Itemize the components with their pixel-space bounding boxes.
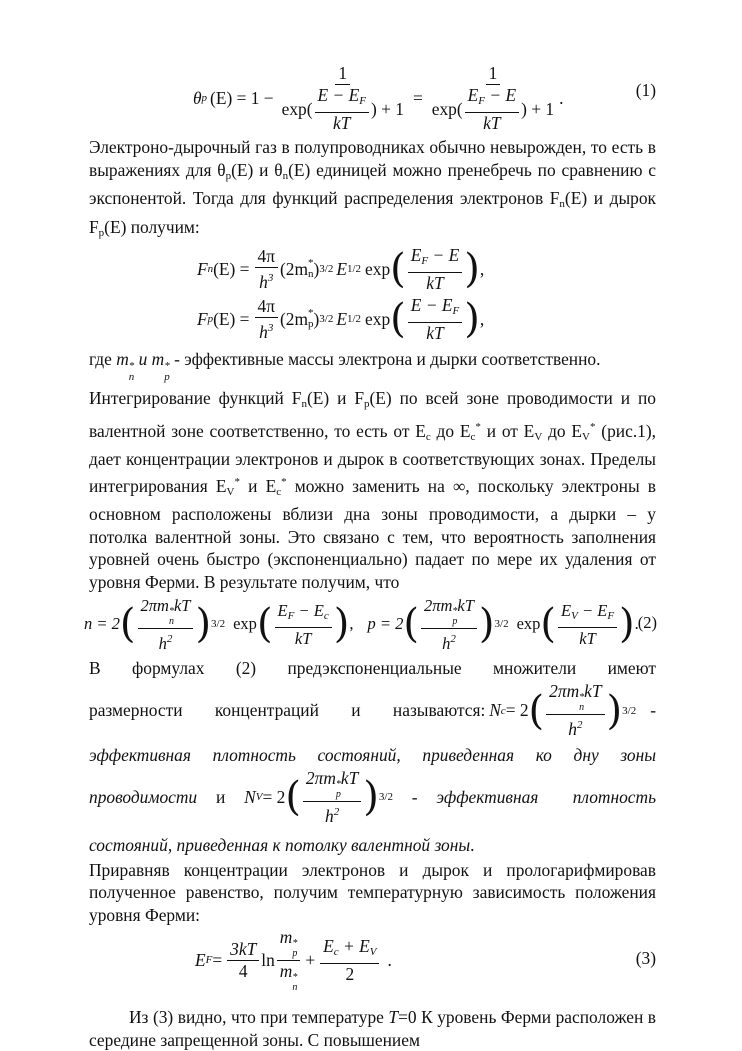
eq2-n-den-sup: 2 [166,632,173,645]
fp-coef-den: h [259,321,268,342]
p3-t5: и от E [480,420,535,441]
p4-l4b: и [215,786,226,807]
p4-l5: состояний, приведенная к потолку валентной зоны [89,835,471,855]
fn-paren-right: ) [464,246,480,292]
fp-mass-close: ) [313,308,320,329]
eq2-p-num-sub: p [452,615,458,627]
p4-nv-pow: 3/2 [378,791,393,803]
p3-u7: * [234,475,240,488]
p4-nv-num-rest: kT [340,767,359,788]
eq2-p-den: h [442,633,451,653]
p1-s1: p [225,169,232,182]
fp-inner-num: E − E [410,294,453,315]
p4-l4d: эффективная плотность [436,786,656,807]
p4-nv-den-sup: 2 [333,805,340,818]
p3-s4: c [470,430,476,443]
eq2-n-pow: 3/2 [211,618,226,630]
eq2-p-inner-den: kT [579,628,596,648]
eq1-f2-inner-rest: − E [485,84,517,105]
eq3-m-den-sub: n [292,981,298,993]
p4-nv-num: 2πm [305,767,336,788]
p4-nv-sub: V [255,791,263,803]
fp-inner-sub: F [452,304,460,317]
p4-l2b: - [650,700,656,720]
eq1-theta-sub: p [201,92,208,104]
eq2-n-paren-right: ) [195,601,212,647]
eq2-p-frac [421,596,477,653]
eq3-number: (3) [635,948,656,968]
p4-nc-paren-left: ( [528,687,545,734]
eq3-m-num: m [279,926,293,947]
p3-s1: n [301,398,307,410]
p4-nc-sub: c [500,704,506,717]
document-page [84,62,657,1051]
p3-u6: * [590,420,596,433]
fp-mass: (2m [279,308,308,329]
eq3-coef-den: 4 [238,960,248,981]
p3-u4: * [475,420,481,433]
p4-l5-end: . [470,835,475,855]
eq1-f1-suffix: ) + 1 [370,98,404,119]
para4-line5 [89,834,656,857]
p1-t4: (E) и дырок F [89,188,656,237]
p3-s7: V [226,485,235,498]
eq3-s-num-sub2: V [369,945,377,958]
fn-mass-close: ) [313,258,320,279]
eq1-f1-exp: exp( [281,98,313,119]
paragraph-3 [89,387,656,593]
p4-nv-num-sup: * [335,778,341,790]
eq2-p-inner-num: E [561,600,572,620]
eq1-end: . [559,87,564,108]
fp-mass-sup: * [308,307,314,319]
p1-s4: p [98,226,105,239]
p1-t1: Электроно-дырочный газ в полупроводниках обычно невырожден, то есть в выражениях для θ [89,137,656,180]
eq2-n-inner-sub: F [287,609,295,622]
fp-coef-den-sup: 3 [267,321,274,334]
p2-t1: где [89,349,112,369]
fn-coef-den-sup: 3 [267,271,274,284]
para4-line4 [89,766,656,828]
eq1-fraction-2 [429,64,557,133]
eq1-f2-inner-den: kT [483,112,501,133]
fp-paren-right: ) [464,296,480,342]
eq2-p-exp: exp [516,614,541,633]
p4-nc-den-sup: 2 [576,719,583,731]
eq3-m-den: m [279,960,293,981]
p4-nv-paren-left: ( [285,774,301,820]
p3-t2: (E) и F [306,388,364,408]
p4-nv-den: h [325,805,334,826]
p4-nc-eq: = 2 [505,700,529,720]
eq2-p-inner-rest: − E [577,600,608,620]
eq3-coef-num: 3kT [227,940,259,961]
eq1-f1-inner-num: E − E [317,84,360,105]
eq3-sum-frac [320,937,379,984]
p3-t4: до E [430,420,471,441]
eq2-end: . [634,614,639,633]
p3-s2: p [364,398,370,410]
fn-mass: (2m [279,258,308,279]
para4-line3 [89,744,656,767]
fp-paren-left: ( [390,296,406,342]
eq1-f2-inner-sub: F [478,94,486,107]
p3-t8: и E [240,475,277,496]
eq2-sep: , [349,614,354,633]
paragraph-6 [89,1006,656,1051]
eq1-f2-inner-num: E [467,84,479,105]
p1-t3: (E) единицей можно пренебречь по сравнению с экспонентой. Тогда для функций распределения электронов F [89,159,656,208]
eq1-f2-inner [465,86,519,133]
equation-1 [89,62,656,133]
eq2-n-inner-num: E [277,600,288,620]
eq1-f2-den [429,85,557,133]
fp-e: E [336,308,347,329]
p4-nc-num-sup: * [579,692,585,703]
fn-lhs-sub: n [207,263,214,275]
p4-nv: N [244,786,256,807]
p1-s2: n [282,169,289,182]
eq2-p-exp-right: ) [619,601,635,647]
p4-nc-num-rest: kT [584,681,602,701]
fp-e-pow: 1/2 [346,313,362,325]
paragraph-2 [89,348,656,383]
p3-s5: V [534,430,543,443]
p2-conj: и [134,349,152,369]
eq1-number: (1) [635,80,656,100]
eq2-p: p = 2 [367,614,404,633]
eq2-n-num: 2πm [140,595,169,615]
p4-nv-frac [303,769,361,826]
eq1-f1-den [279,85,407,133]
p1-s3: n [559,198,565,210]
fn-inner-den: kT [426,272,444,293]
eq3-m-num-sub: p [292,947,298,959]
eq2-p-num-rest: kT [457,595,474,615]
p2-m1: m [116,349,129,369]
eq1-f1-inner-sub: F [359,94,366,107]
fn-lhs: F [197,258,208,279]
fn-coef [255,247,278,292]
fp-exp: exp [365,308,391,329]
fn-mass-sup: * [308,257,314,269]
p4-l3: эффективная плотность состояний, приведенная ко дну зоны [89,744,656,765]
eq2-n-num-sub: n [168,615,174,627]
eq1-fraction-1 [279,64,407,133]
p2-m1-sub: n [128,371,135,383]
fn-inner-num: E [410,244,422,265]
eq2-p-paren-right: ) [478,601,495,647]
fp-lhs-arg: (E) = [213,308,250,329]
p4-l4a: проводимости [89,786,198,807]
eq3-s-num-mid: + E [338,935,370,956]
p3-t1: Интегрирование функций F [89,388,302,408]
p4-nv-num-sub: p [335,788,341,800]
eq2-p-num-sup: * [452,605,458,617]
p1-t5: (E) получим: [104,216,200,237]
fn-exp: exp [365,258,391,279]
fp-inner-den: kT [426,322,444,343]
eq1-f2-exp: exp( [431,98,463,119]
eq3-plus: + [305,949,316,970]
p6-tvar: T [388,1007,399,1027]
eq3-m-num-sup: * [292,937,298,949]
p4-nc-num-sub: n [579,702,585,713]
eq3-s-num-sub: c [333,945,339,958]
eq2-n-num-sup: * [168,605,174,617]
eq2-p-num: 2πm [423,595,453,615]
eq1-lhs-arg: (E) = 1 − [210,87,274,108]
p3-s6: V [582,430,590,443]
p4-nv-formula [244,769,393,826]
eq2-p-inner-sub2: F [607,609,615,622]
p2-m2: m [151,349,165,369]
eq3-ln: ln [261,949,275,970]
p4-l2a: размерности концентраций и называются: [89,700,486,720]
equation-fp [89,294,656,344]
p2-m1-sup: * [128,360,135,372]
fn-inner-sub: F [421,254,429,267]
para4-line1 [89,657,656,680]
eq2-n-exp: exp [233,614,257,633]
fn-coef-den: h [259,271,268,292]
eq2-p-paren-left: ( [403,601,419,647]
eq2-p-pow: 3/2 [494,618,509,630]
fn-e: E [336,258,347,279]
p3-u8: * [281,475,287,488]
p1-t2: (E) и θ [231,159,283,180]
eq2-p-den-sup: 2 [450,632,456,645]
p4-nv-paren-right: ) [363,774,379,820]
fp-end: , [479,308,485,329]
p6-t1: Из (3) видно, что при температуре [129,1007,389,1027]
fn-end: , [479,258,485,279]
p4-nc-num: 2πm [549,681,580,701]
eq2-n-inner [275,601,332,648]
fp-lhs-sub: p [207,313,214,325]
eq2-n-den: h [158,633,167,653]
p4-l1: В формулах (2) предэкспоненциальные множители имеют [89,658,656,678]
fn-e-pow: 1/2 [346,263,362,275]
eq1-equals: = [412,87,423,108]
fp-inner [408,296,462,343]
p3-t9: можно заменить на ∞, поскольку электроны в основном расположены вблизи дна зоны проводимости, а дырки – у потолка валентной зоны. Это связано с тем, что вероятность заполнения уровней очень быстро (экспоненциально) падает по мере их удаления от уровня Ферми. В результате получим, что [89,475,656,592]
equation-fn [89,244,656,294]
equation-3 [89,926,656,994]
eq3-lhs: E [195,949,206,970]
fn-mass-pow: 3/2 [319,263,334,275]
eq2-n-num-rest: kT [173,595,191,615]
eq3-eq: = [212,949,223,970]
fn-inner-rest: − E [428,244,460,265]
eq2-n: n = 2 [84,614,120,633]
eq1-f1-inner [315,86,369,133]
eq2-n-inner-den: kT [294,628,312,648]
p4-l4c: - [411,786,418,807]
p2-m2-sup: * [164,360,170,372]
p4-nc-frac [546,682,604,739]
p4-nv-eq: = 2 [262,786,286,807]
p3-t7: (рис.1), дает концентрации электронов и дырок в соответствующих зонах. Пределы интегрирования E [89,420,656,496]
eq3-s-num: E [323,935,334,956]
fn-inner [408,246,462,293]
eq2-p-inner-sub: V [571,609,578,622]
p2-t2: - эффективные массы электрона и дырки соответственно. [169,349,601,369]
eq3-lhs-sub: F [205,954,213,966]
eq1-theta: θ [193,87,202,108]
paragraph-5 [89,859,656,927]
eq2-n-paren-left: ( [119,601,136,647]
p6-t2: =0 К уровень Ферми расположен в середине запрещенной зоны. С повышением [89,1007,656,1050]
p3-t3: (E) по всей зоне проводимости и по валентной зоне соответственно, то есть от E [89,388,656,441]
p3-t6: до E [542,420,583,441]
eq2-p-exp-left: ( [540,601,557,647]
eq1-f2-suffix: ) + 1 [521,98,555,119]
p3-s3: c [425,430,431,443]
fn-mass-sub: n [308,268,314,280]
fp-mass-sub: p [308,318,314,330]
fp-lhs: F [197,308,208,329]
fp-coef-num: 4π [255,297,278,318]
p5-text: Приравняв концентрации электронов и дырок и прологарифмировав полученное равенство, получим температурную зависимость положения уровня Ферми: [89,859,656,925]
fp-coef [255,297,278,342]
eq2-n-frac [138,596,194,653]
eq3-end: . [387,949,392,970]
para4-line2 [89,680,656,742]
p3-s8: c [276,485,282,498]
eq3-m-den-sup: * [292,971,298,983]
eq1-f2-num: 1 [486,64,501,85]
eq2-n-inner-rest: − E [294,600,324,620]
paragraph-1 [89,136,656,244]
p4-nc-pow: 3/2 [622,704,637,717]
eq2-n-exp-right: ) [333,601,350,647]
eq1-f1-inner-den: kT [333,112,351,133]
p4-nc-paren-right: ) [606,687,623,734]
equation-2 [84,593,656,655]
p4-nc: N [489,700,501,720]
fn-lhs-arg: (E) = [213,258,250,279]
eq2-n-exp-left: ( [256,601,273,647]
eq3-coef [227,940,259,981]
eq2-p-inner [558,601,617,648]
eq2-n-inner-sub2: c [323,609,329,622]
fn-coef-num: 4π [255,247,278,268]
eq2-number: (2) [637,613,657,632]
p4-nc-den: h [568,719,577,739]
fp-mass-pow: 3/2 [319,313,334,325]
fn-paren-left: ( [390,246,406,292]
eq3-s-den: 2 [345,963,355,984]
p2-m2-sub: p [164,371,170,383]
eq1-f1-num: 1 [335,64,350,85]
